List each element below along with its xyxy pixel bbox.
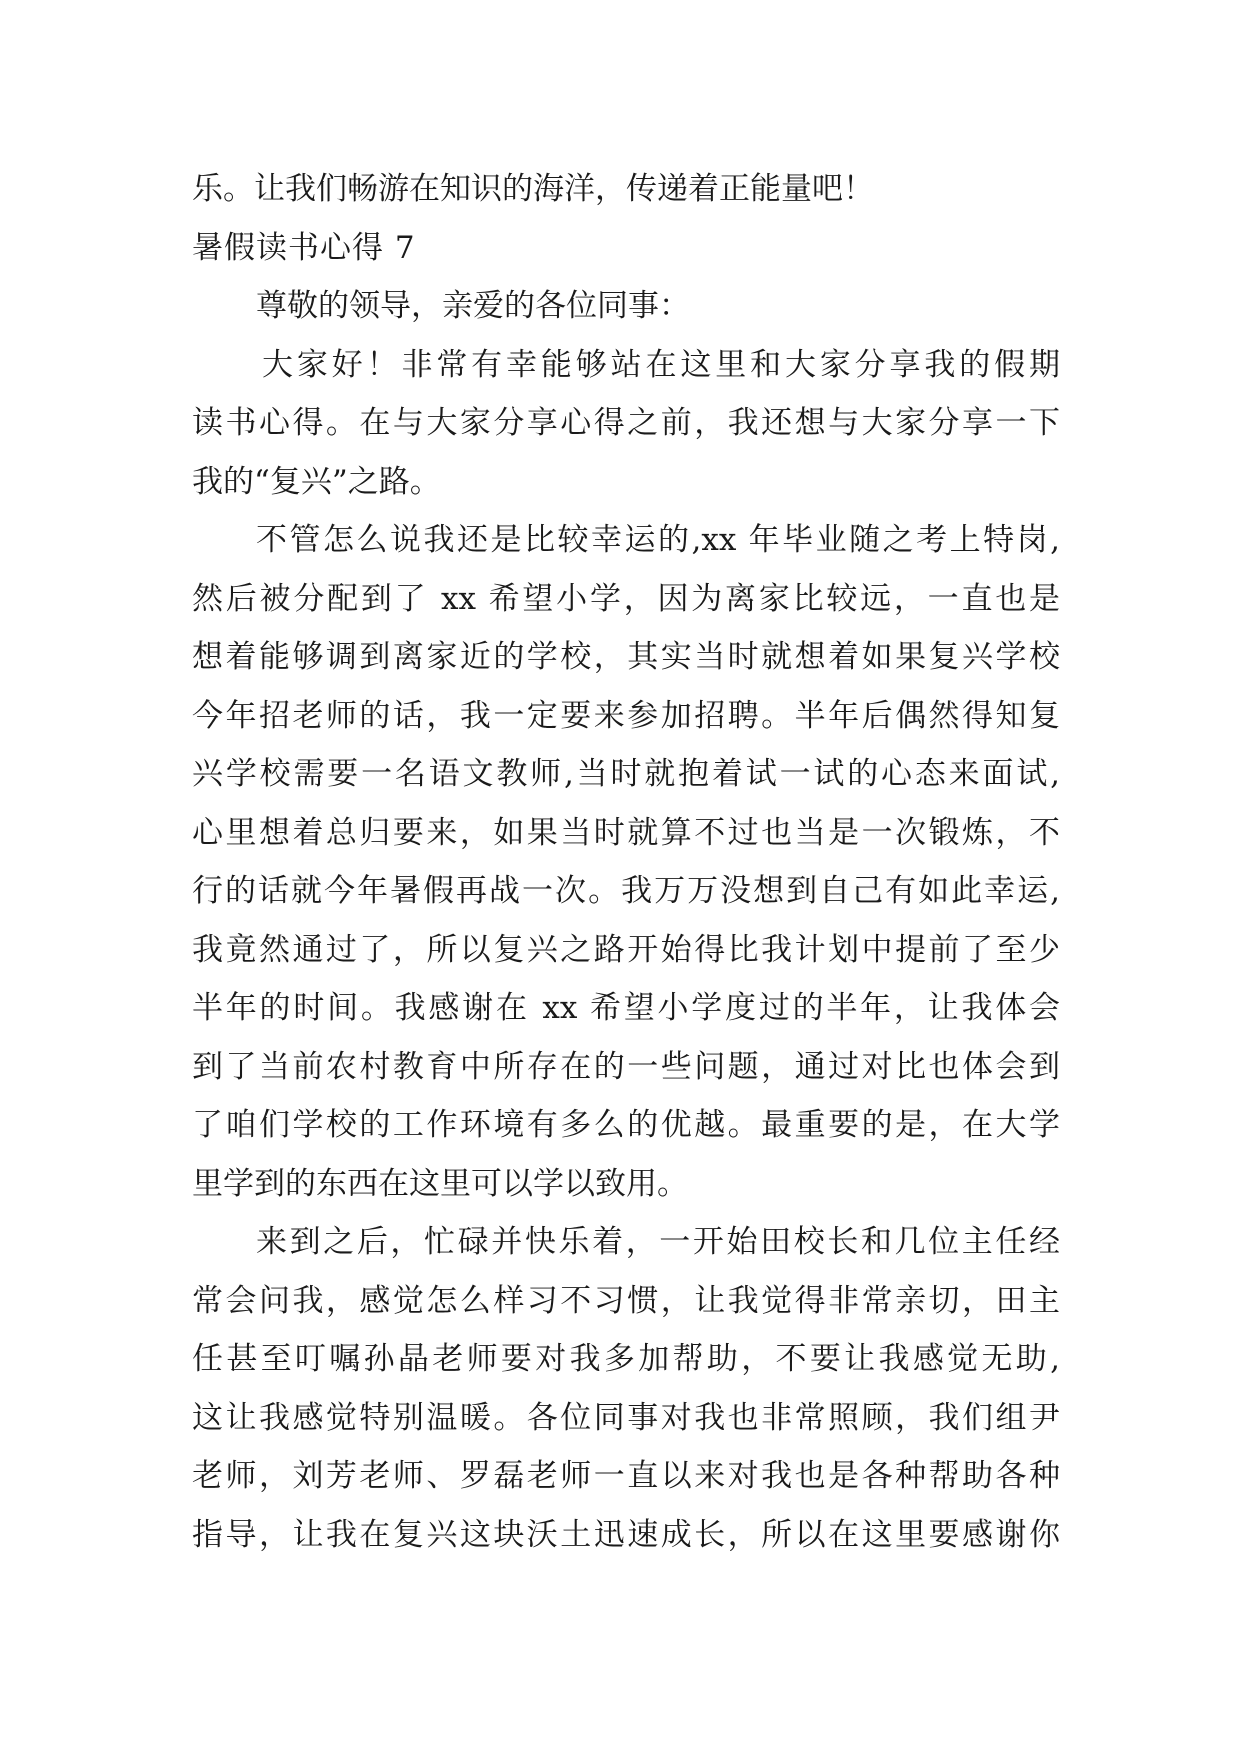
paragraph-line: 兴学校需要一名语文教师,当时就抱着试一试的心态来面试, xyxy=(192,756,1060,792)
paragraph-line: 老师，刘芳老师、罗磊老师一直以来对我也是各种帮助各种 xyxy=(192,1458,1060,1494)
paragraph-line: 乐。让我们畅游在知识的海洋，传递着正能量吧！ xyxy=(192,171,874,207)
paragraph-line: 来到之后，忙碌并快乐着，一开始田校长和几位主任经 xyxy=(256,1224,1060,1260)
paragraph-line: 然后被分配到了 xx 希望小学，因为离家比较远，一直也是 xyxy=(192,580,1060,617)
paragraph-line: 心里想着总归要来，如果当时就算不过也当是一次锻炼，不 xyxy=(192,814,1060,851)
paragraph-line: 指导，让我在复兴这块沃土迅速成长，所以在这里要感谢你 xyxy=(192,1516,1060,1553)
paragraph-line: 想着能够调到离家近的学校，其实当时就想着如果复兴学校 xyxy=(192,639,1060,675)
salutation: 尊敬的领导，亲爱的各位同事： xyxy=(256,288,690,324)
paragraph-line: 到了当前农村教育中所存在的一些问题，通过对比也体会到 xyxy=(192,1048,1060,1085)
paragraph-line: 读书心得。在与大家分享心得之前，我还想与大家分享一下 xyxy=(192,405,1060,441)
paragraph-line: 大家好！非常有幸能够站在这里和大家分享我的假期 xyxy=(262,346,1060,383)
paragraph-line: 半年的时间。我感谢在 xx 希望小学度过的半年，让我体会 xyxy=(192,990,1060,1026)
paragraph-line: 这让我感觉特别温暖。各位同事对我也非常照顾，我们组尹 xyxy=(192,1399,1060,1436)
paragraph-line: 里学到的东西在这里可以学以致用。 xyxy=(192,1165,688,1202)
paragraph-line: 不管怎么说我还是比较幸运的,xx 年毕业随之考上特岗, xyxy=(256,522,1060,558)
paragraph-line: 了咱们学校的工作环境有多么的优越。最重要的是，在大学 xyxy=(192,1107,1060,1143)
section-title: 暑假读书心得 7 xyxy=(192,229,416,266)
document-body xyxy=(192,160,1060,1564)
paragraph-line: 行的话就今年暑假再战一次。我万万没想到自己有如此幸运, xyxy=(192,873,1060,909)
paragraph-line: 我竟然通过了，所以复兴之路开始得比我计划中提前了至少 xyxy=(192,931,1060,968)
paragraph-line: 任甚至叮嘱孙晶老师要对我多加帮助，不要让我感觉无助, xyxy=(192,1341,1060,1377)
paragraph-line: 常会问我，感觉怎么样习不习惯，让我觉得非常亲切，田主 xyxy=(192,1282,1060,1319)
paragraph-line: 今年招老师的话，我一定要来参加招聘。半年后偶然得知复 xyxy=(192,697,1060,734)
paragraph-line: 我的“复兴”之路。 xyxy=(192,463,441,500)
